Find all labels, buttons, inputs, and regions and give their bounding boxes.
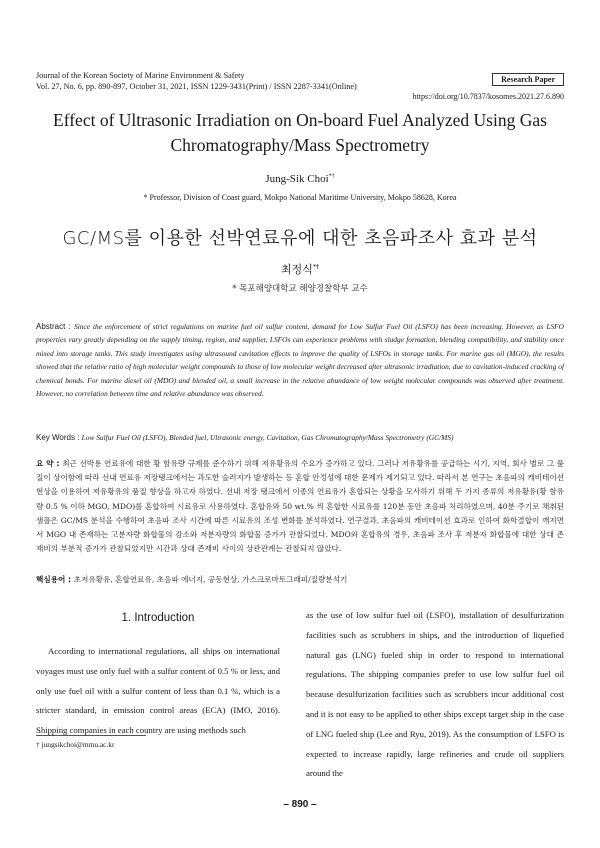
doi-link[interactable]: https://doi.org/10.7837/kosomes.2021.27.6.890 [412,92,564,101]
korean-keywords-label: 핵심용어 : [36,575,74,584]
abstract [36,320,564,400]
korean-abstract-label: 요 약 : [36,459,63,468]
author-name-ko: 최정식 [281,263,313,276]
korean-abstract [36,457,564,556]
title-korean: GC/MS를 이용한 선박연료유에 대한 초음파조사 효과 분석 [62,228,538,249]
korean-keywords-text: 초저유황유, 혼합연료유, 초음파 에너지, 공동현상, 가스크로마토그래피/질량분석기 [73,575,348,584]
body-column-left: According to international regulations, all ships on international voyages must use only fuel with a sulfur content of 0.5 % or less, and only use fuel oil with a sulfur content of less than 0.1 %, which is a stricter standard, in emission control areas (ECA) (IMO, 2016). Shipping companies in each country are using methods such [36,646,280,736]
section-heading: 1. Introduction [121,612,195,624]
affiliation-korean: * 목포해양대학교 해양경찰학부 교수 [232,284,368,294]
keywords-label: Key Words : [36,433,82,442]
body-column-right: as the use of low sulfur fuel oil (LSFO), installation of desulfurization facilities such as scrubbers in ships, and the introduction of liquefied natural gas (LNG) fueled ship in order to respond to international regulations. The shipping companies prefer to use low sulfur fuel oil because desulfurization facilities such as scrubbers incur additional cost and it is not easy to be applied to other ships except target ship in the case of LNG fueled ship (Lee and Ryu, 2019). As the consumption of LSFO is expected to increase rapidly, large refineries and crude oil suppliers around the [306,610,564,779]
korean-abstract-text: 최근 선박용 연료유에 대한 황 함유량 규제를 준수하기 위해 저유황유의 수요가 증가하고 있다. 그러나 저유황유를 공급하는 시기, 지역, 회사 별로 그 품질이 상이함에 따라 선내 연료유 저장탱크에서는 과도한 슬러지가 발생하는 등 혼합 안정성에 대한 문제가 제기되고 있다. 따라서 본 연구는 초음파의 캐비테이션 현상을 이용하여 저유황유의 품질 향상을 하고자 하였다. 선내 저장 탱크에서 이종의 연료유가 혼합되는 상황을 모사하기 위해 두 가지 종류의 저유황유(황 함유량 0.5 % 이하 MGO, MDO)를 혼합하여 시료유로 사용하였다. 혼합유와 50 wt.% 씩 혼합한 시료유를 120분 동안 초음파 처리하였으며, 40분 주기로 채취된 샘플은 GC/MS 분석을 수행하여 초음파 조사 시간에 따른 시료유의 조성 변화를 분석하였다. 연구결과, 초음파의 캐비테이션 효과로 인하여 화학결합이 깨지면서 MGO 내 존재하는 고분자량 화합물의 감소와 저분자량의 화합물 증가가 관찰되었다. MDO와 혼합유의 경우, 초음파 조사 후 저분자 화합물에 대한 상대 존재비의 부분적 증가가 관찰되었지만 시간과 상대 존재비 사이의 상관관계는 관찰되지 않았다. [36,459,565,554]
page-number: – 890 – [283,799,317,810]
keywords [36,432,564,444]
author-name: Jung-Sik Choi [265,173,329,185]
footnote-divider [36,735,146,736]
title-english: Effect of Ultrasonic Irradiation on On-board Fuel Analyzed Using Gas Chromatography/Mass Spectrometry [53,110,547,155]
author-english [0,173,600,185]
keywords-text: Low Sulfur Fuel Oil (LSFO), Blended fuel, Ultrasonic energy, Cavitation, Gas Chromatography/Mass Spectrometry (GC/MS) [81,433,454,442]
journal-info [36,70,357,92]
korean-keywords [36,574,564,585]
author-korean [0,261,600,277]
author-mark-ko: *† [312,263,319,271]
affiliation-english: * Professor, Division of Coast guard, Mokpo National Maritime University, Mokpo 58628, Korea [143,193,457,202]
author-mark: *† [328,173,335,180]
article-type-badge: Research Paper [492,73,564,86]
abstract-text: Since the enforcement of strict regulations on marine fuel oil sulfur content, demand for Low Sulfur Fuel Oil (LSFO) has been increasing. However, as LSFO properties vary greatly depending on the supply timing, region, and supplier, LSFOs can experience problems with sludge formation, blending compatibility, and stability once mixed into storage tanks. This study investigates using ultrasound cavitation effects to improve the quality of LSFOs in storage tanks. For marine gas oil (MGO), the results showed that the relative ratio of high molecular weight compounds to those of low molecular weight decreased after ultrasonic irradiation, due to cavitation-induced cracking of chemical bonds. For marine diesel oil (MDO) and blended oil, a small increase in the relative abundance of low weight molecular compounds was observed after treatment. However, no correlation between time and relative abundance was observed. [36,322,564,399]
abstract-label: Abstract : [36,322,75,331]
footnote-email: † jungsikchoi@mmu.ac.kr [36,740,115,749]
journal-volume: Vol. 27, No. 6, pp. 890-897, October 31, 2021, ISSN 1229-3431(Print) / ISSN 2287-3341(Online) [36,82,357,91]
journal-name: Journal of the Korean Society of Marine Environment & Safety [36,71,245,80]
